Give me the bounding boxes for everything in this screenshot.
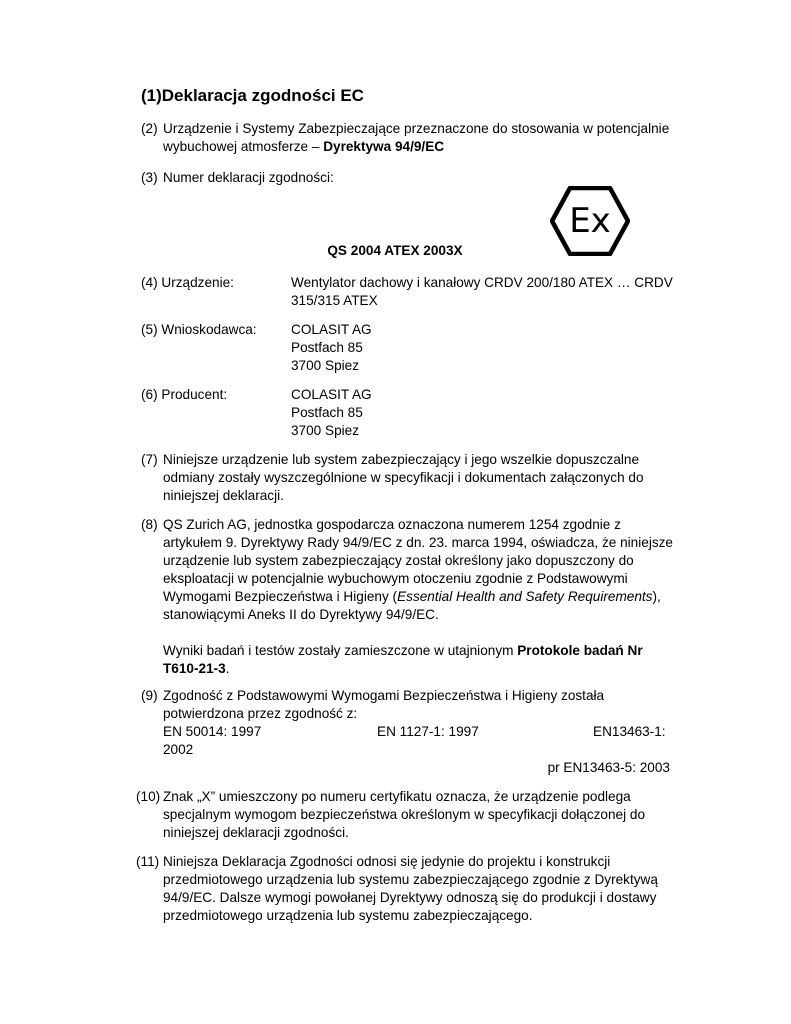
section-number: (8) [141,517,158,532]
producer-address [291,386,676,440]
standard-item: EN 1127-1: 1997 [377,724,479,739]
section-11 [136,853,673,925]
logo-text: Ex [569,201,611,241]
section-5 [141,321,676,375]
section-number: (10) [136,789,161,804]
standards-row [163,723,675,741]
device-value: Wentylator dachowy i kanałowy CRDV 200/180 ATEX … CRDV 315/315 ATEX [291,275,673,308]
address-line: 3700 Spiez [291,358,360,373]
field-label: (6) Producent: [141,387,228,402]
section-number: (3) [141,170,158,185]
section-text: Niniejsze urządzenie lub system zabezpieczający i jego wszelkie dopuszczalne odmiany zostały wyszczególnione w specyfikacji i dokumentach załączonych do niniejszej deklaracji. [163,452,644,503]
section-number: (9) [141,688,158,703]
section-2 [141,120,673,156]
section-text: Niniejsza Deklaracja Zgodności odnosi się jedynie do projektu i konstrukcji przedmiotowego urządzenia lub systemu zabezpieczającego zgodnie z Dyrektywą 94/9/EC. Dalsze wymogi powołanej Dyrektywy odnoszą się do produkcji i dostawy przedmiotowego urządzenia lub systemu zabezpieczającego. [163,854,658,923]
report-number-bold: Protokole badań Nr T610-21-3 [163,643,643,676]
document-title: (1)Deklaracja zgodności EC [141,86,364,105]
directive-bold: Dyrektywa 94/9/EC [323,139,445,154]
section-text-test-report: Wyniki badań i testów zostały zamieszczone w utajnionym Protokole badań Nr T610-21-3. [163,643,643,676]
section-text: Urządzenie i Systemy Zabezpieczające przeznaczone do stosowania w potencjalnie wybuchowej atmosferze – Dyrektywa 94/9/EC [163,121,670,154]
address-line: Postfach 85 [291,405,363,420]
section-number: (2) [141,121,158,136]
section-10 [136,788,673,842]
section-9 [141,687,675,777]
certificate-number: QS 2004 ATEX 2003X [327,243,463,258]
address-line: Postfach 85 [291,340,363,355]
section-text: Znak „X” umieszczony po numeru certyfikatu oznacza, że urządzenie podlega specjalnym wymogom bezpieczeństwa określonym w specyfikacji dołączonej do niniejszej deklaracji zgodności. [163,789,646,840]
section-number: (7) [141,452,158,467]
standard-item: pr EN13463-5: 2003 [547,760,670,775]
address-line: COLASIT AG [291,322,372,337]
section-3 [141,169,673,187]
standard-item: EN 50014: 1997 [163,724,262,739]
applicant-address [291,321,676,375]
section-text: Numer deklaracji zgodności: [163,170,334,185]
standard-year: 2002 [163,742,194,757]
address-line: COLASIT AG [291,387,372,402]
section-text: QS Zurich AG, jednostka gospodarcza oznaczona numerem 1254 zgodnie z artykułem 9. Dyrektywy Rady 94/9/EC z dn. 23. marca 1994, oświadcza, że niniejsze urządzenie lub system zabezpieczający został określony jako dopuszczony do eksploatacji w potencjalnie wybuchowym otoczeniu zgodnie z Podstawowymi Wymogami Bezpieczeństwa i Higieny (Essential Health and Safety Requirements), stanowiącymi Aneks II do Dyrektywy 94/9/EC. [163,517,673,622]
address-line: 3700 Spiez [291,423,360,438]
italic-phrase: Essential Health and Safety Requirements [397,589,653,604]
field-label: (4) Urządzenie: [141,275,234,290]
section-number: (11) [136,854,160,869]
section-4 [141,274,676,310]
field-label: (5) Wnioskodawca: [141,322,257,337]
section-8 [141,516,675,678]
section-text: Zgodność z Podstawowymi Wymogami Bezpieczeństwa i Higieny została potwierdzona przez zgodność z: [163,688,605,721]
section-6 [141,386,676,440]
standard-item: EN13463-1: [593,724,666,739]
section-7 [141,451,673,505]
atex-ex-logo-icon [550,186,630,256]
